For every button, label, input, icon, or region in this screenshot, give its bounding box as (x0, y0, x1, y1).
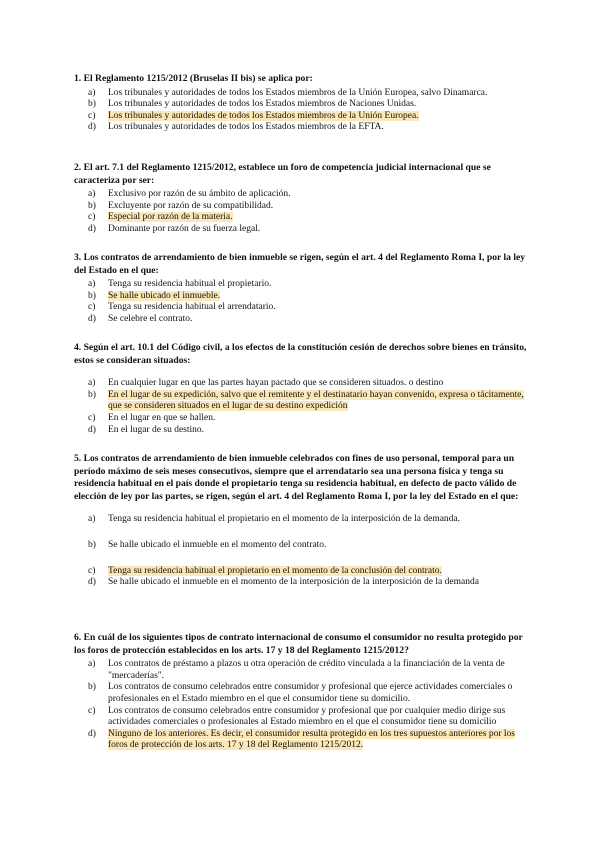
option-d (74, 425, 536, 437)
option-text: Se halle ubicado el inmueble en el momento del contrato. (108, 539, 327, 550)
option-letter: d) (88, 122, 96, 133)
option-text: Tenga su residencia habitual el arrendatario. (108, 302, 276, 313)
option-letter: a) (88, 514, 96, 525)
question-title: 3. Los contratos de arrendamiento de bien inmueble se rigen, según el art. 4 del Reglamento Roma I, por la ley del Estado en el que: (74, 252, 526, 276)
question-title: 1. El Reglamento 1215/2012 (Bruselas II bis) se aplica por: (74, 73, 313, 84)
option-b (74, 291, 536, 303)
option-b (74, 682, 536, 705)
option-c (74, 111, 536, 123)
option-text: En el lugar de su destino. (108, 424, 205, 435)
option-letter: b) (88, 99, 96, 110)
question-1 (74, 73, 536, 134)
option-letter: b) (88, 290, 96, 301)
question-3 (74, 252, 536, 326)
option-letter: d) (88, 424, 96, 435)
question-4 (74, 342, 536, 436)
option-text: Se halle ubicado el inmueble en el momento de la interposición de la interposición de la demanda (108, 577, 479, 588)
question-title: 2. El art. 7.1 del Reglamento 1215/2012, establece un foro de competencia judicial internacional que se caracteriza por ser: (74, 162, 491, 186)
option-letter: d) (88, 728, 96, 739)
option-b (74, 540, 536, 552)
option-a (74, 189, 536, 201)
option-letter: c) (88, 110, 96, 121)
option-text: Se celebre el contrato. (108, 313, 193, 324)
option-a (74, 88, 536, 100)
option-letter: a) (88, 189, 96, 200)
option-a (74, 514, 536, 526)
option-letter: a) (88, 378, 96, 389)
option-letter: b) (88, 682, 96, 693)
option-letter: a) (88, 659, 96, 670)
highlighted-answer: Especial por razón de la materia. (108, 212, 233, 223)
highlighted-answer: En el lugar de su expedición, salvo que el remitente y el destinatario hayan convenido, expresa o tácitamente, que se consideren situados en el lugar de su destino expedición (108, 389, 524, 412)
question-title: 4. Según el art. 10.1 del Código civil, a los efectos de la constitución cesión de derechos sobre bienes en tránsito, estos se consideran situados: (74, 342, 527, 366)
option-c (74, 212, 536, 224)
option-d (74, 729, 536, 752)
question-6 (74, 632, 536, 752)
highlighted-answer: Los tribunales y autoridades de todos los Estados miembros de la Unión Europea. (108, 110, 419, 121)
option-letter: c) (88, 565, 96, 576)
option-letter: a) (88, 279, 96, 290)
option-letter: b) (88, 539, 96, 550)
option-letter: c) (88, 412, 96, 423)
option-letter: b) (88, 389, 96, 400)
option-d (74, 224, 536, 236)
option-a (74, 659, 536, 682)
option-c (74, 302, 536, 314)
option-text: Los contratos de consumo celebrados entre consumidor y profesional que por cualquier medio dirige sus actividades comerciales o profesionales al Estado miembro en el que el consumidor tiene su domicilio (108, 705, 506, 728)
option-letter: d) (88, 223, 96, 234)
option-text: Los contratos de consumo celebrados entre consumidor y profesional que ejerce actividades comerciales o profesionales en el Estado miembro en el que el consumidor tiene su domicilio. (108, 682, 513, 704)
option-b (74, 390, 536, 413)
option-text: Tenga su residencia habitual el propietario. (108, 279, 272, 290)
option-text: Excluyente por razón de su compatibilidad. (108, 200, 274, 211)
question-title: 6. En cuál de los siguientes tipos de contrato internacional de consumo el consumidor no resulta protegido por los foros de protección establecidos en los arts. 17 y 18 del Reglamento 1215/2012? (74, 632, 523, 656)
option-b (74, 99, 536, 111)
option-letter: c) (88, 302, 96, 313)
option-letter: a) (88, 87, 96, 98)
question-2 (74, 162, 536, 236)
option-text: Los tribunales y autoridades de todos los Estados miembros de Naciones Unidas. (108, 99, 417, 110)
option-d (74, 122, 536, 134)
option-text: Los tribunales y autoridades de todos los Estados miembros de la EFTA. (108, 122, 384, 133)
option-b (74, 201, 536, 213)
option-text: Exclusivo por razón de su ámbito de aplicación. (108, 189, 291, 200)
option-text: En el lugar en que se hallen. (108, 412, 216, 423)
question-title: 5. Los contratos de arrendamiento de bien inmueble celebrados con fines de uso personal, temporal para un período máximo de seis meses consecutivos, siempre que el arrendatario sea una persona física y tenga su residencia habitual en el país donde el propietario tenga su residencia habitual, en defecto de pacto válido de elección de ley por las partes, se rigen, según el art. 4 del Reglamento Roma I, por la ley del Estado en el que: (74, 453, 519, 502)
option-text: En cualquier lugar en que las partes hayan pactado que se consideren situados. o destino (108, 378, 444, 389)
option-text: Tenga su residencia habitual el propietario en el momento de la interposición de la demanda. (108, 514, 461, 525)
option-a (74, 378, 536, 390)
option-c (74, 566, 536, 578)
option-letter: c) (88, 705, 96, 716)
option-a (74, 279, 536, 291)
option-c (74, 706, 536, 729)
option-text: Los contratos de préstamo a plazos u otra operación de crédito vinculada a la financiación de la venta de "mercaderías". (108, 659, 505, 681)
highlighted-answer: Ninguno de los anteriores. Es decir, el consumidor resulta protegido en los tres supuestos anteriores por los foros de protección de los arts. 17 y 18 del Reglamento 1215/2012. (108, 728, 515, 751)
option-c (74, 413, 536, 425)
option-text: Los tribunales y autoridades de todos los Estados miembros de la Unión Europea, salvo Dinamarca. (108, 87, 488, 98)
question-5 (74, 453, 536, 589)
option-letter: b) (88, 200, 96, 211)
highlighted-answer: Tenga su residencia habitual el propietario en el momento de la conclusión del contrato. (108, 565, 442, 576)
option-text: Dominante por razón de su fuerza legal. (108, 223, 261, 234)
option-d (74, 314, 536, 326)
option-d (74, 577, 536, 589)
option-letter: c) (88, 212, 96, 223)
option-letter: d) (88, 577, 96, 588)
highlighted-answer: Se halle ubicado el inmueble. (108, 290, 221, 301)
option-letter: d) (88, 313, 96, 324)
